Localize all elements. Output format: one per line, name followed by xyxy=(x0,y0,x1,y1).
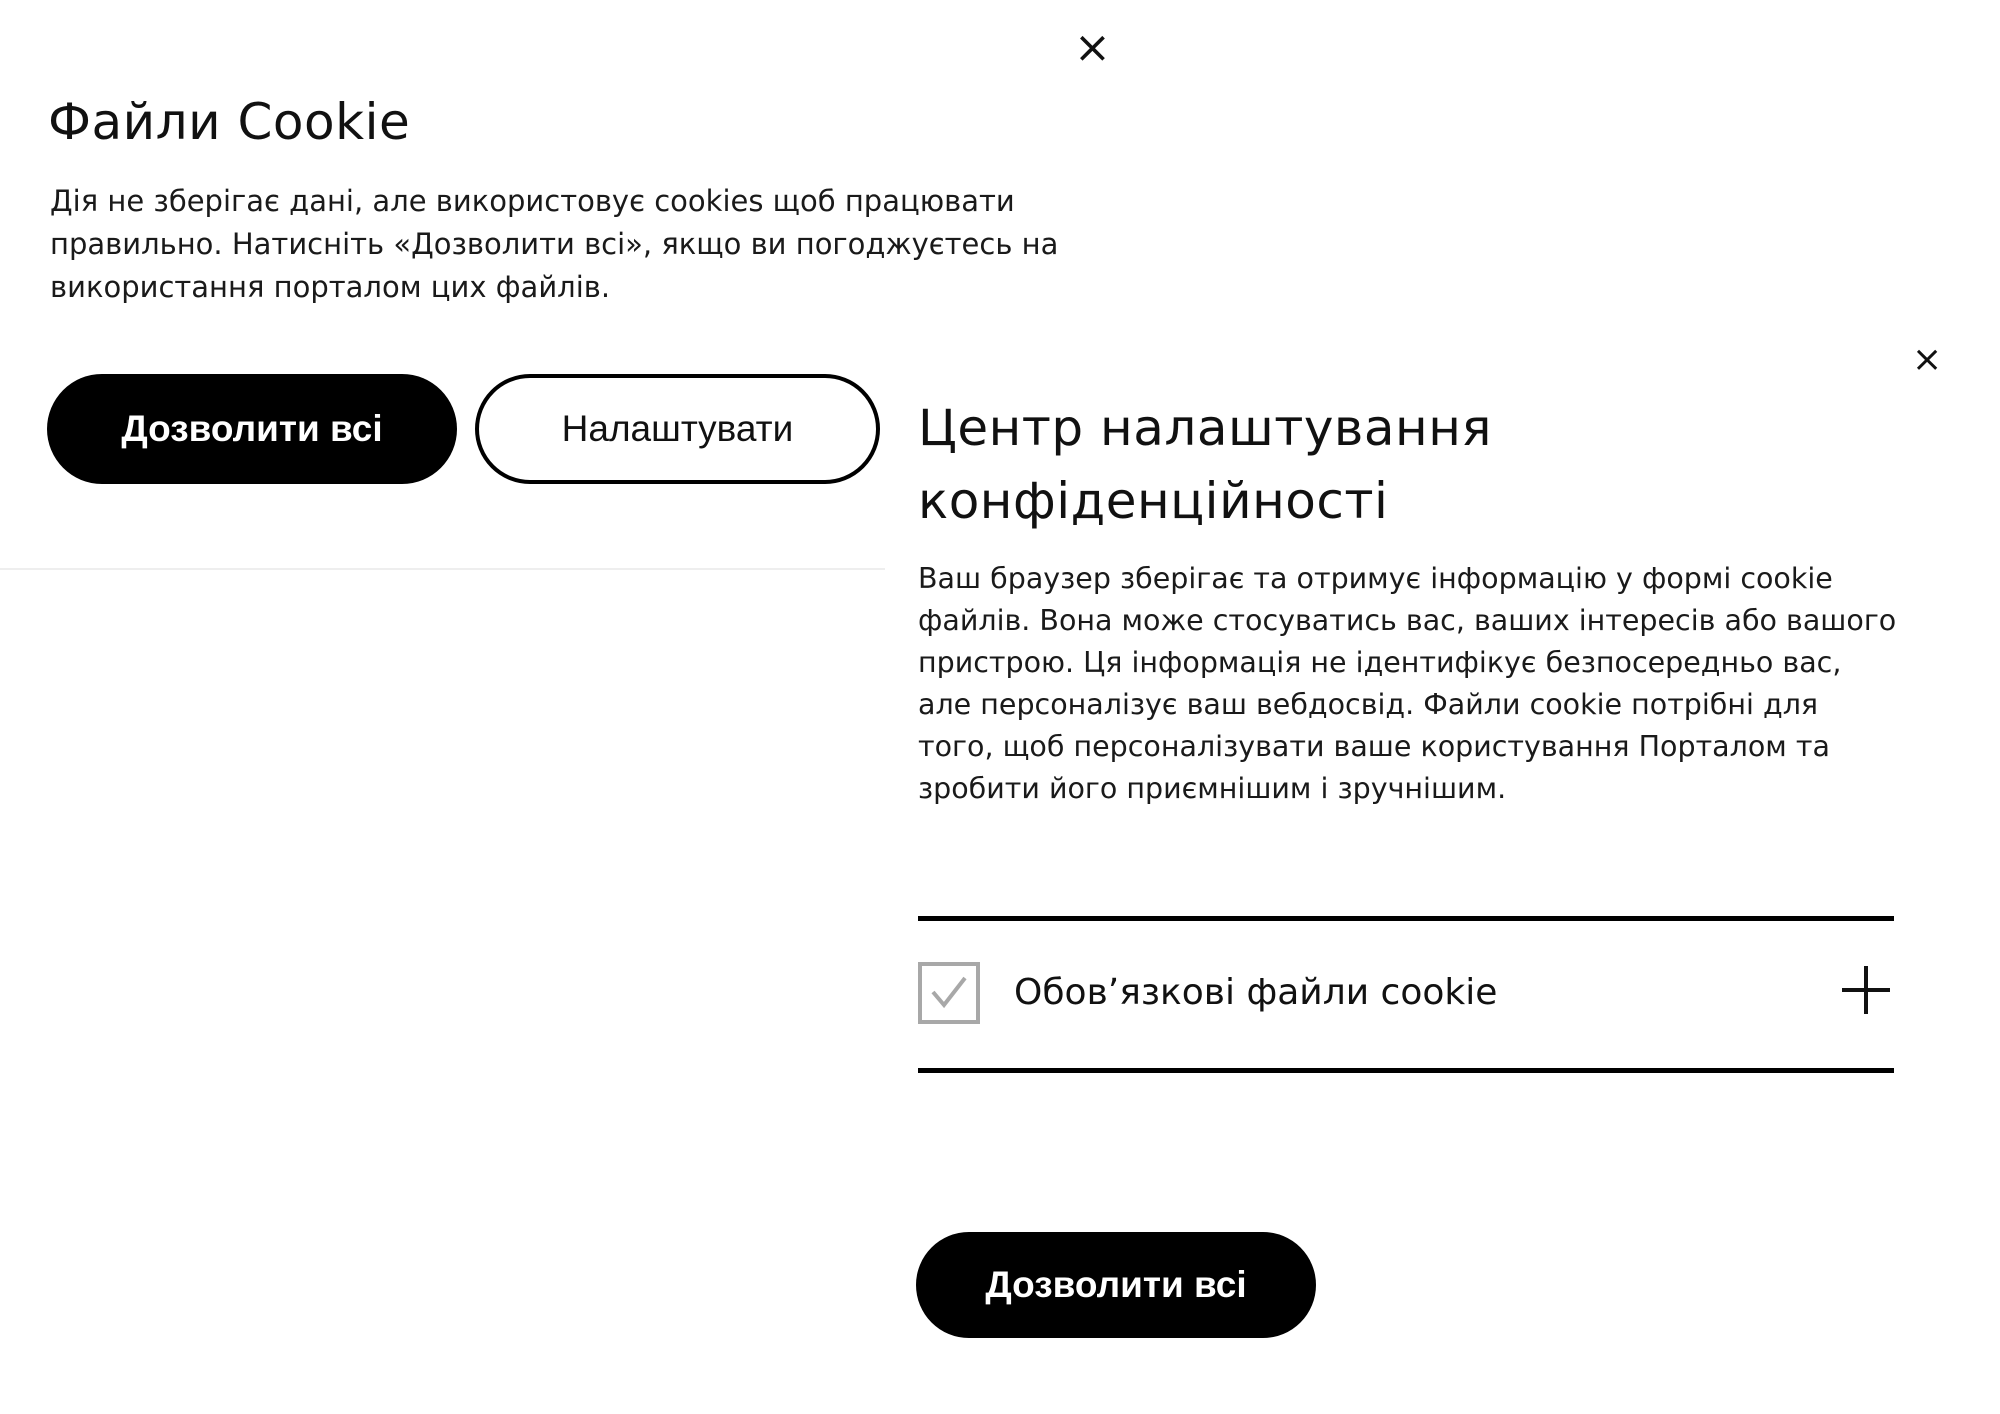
banner-close-button[interactable] xyxy=(1074,22,1111,73)
preference-center-title: Центр налаштування конфіденційності xyxy=(918,399,1492,530)
banner-title: Файли Cookie xyxy=(48,93,411,151)
close-icon: × xyxy=(1074,22,1111,73)
banner-allow-all-button[interactable]: Дозволити всі xyxy=(47,374,457,484)
preference-center-close-button[interactable] xyxy=(1912,339,1943,380)
preference-center-allow-all-button[interactable]: Дозволити всі xyxy=(916,1232,1316,1338)
category-label: Обов’язкові файли cookie xyxy=(1014,972,1498,1013)
banner-settings-button[interactable]: Налаштувати xyxy=(475,374,880,484)
close-icon: × xyxy=(1912,339,1943,380)
banner-description: Дія не зберігає дані, але використовує cookies щоб працювати правильно. Натисніть «Дозволити всі», якщо ви погоджуєтесь на використання порталом цих файлів. xyxy=(50,184,1059,304)
preference-center-description: Ваш браузер зберігає та отримує інформацію у формі cookie файлів. Вона може стосуватись вас, ваших інтересів або вашого пристрою. Ця інформація не ідентифікує безпосередньо вас, але персоналізує ваш вебдосвід. Файли cookie потрібні для того, щоб персоналізувати ваше користування Порталом та зробити його приємнішим і зручнішим. xyxy=(918,562,1897,805)
category-row-required[interactable] xyxy=(918,962,1894,1026)
banner-divider xyxy=(0,568,885,570)
check-icon xyxy=(929,972,969,1012)
plus-icon[interactable] xyxy=(1842,966,1890,1014)
category-divider-bottom xyxy=(918,1068,1894,1073)
required-cookies-checkbox[interactable] xyxy=(918,962,980,1024)
category-divider-top xyxy=(918,916,1894,921)
